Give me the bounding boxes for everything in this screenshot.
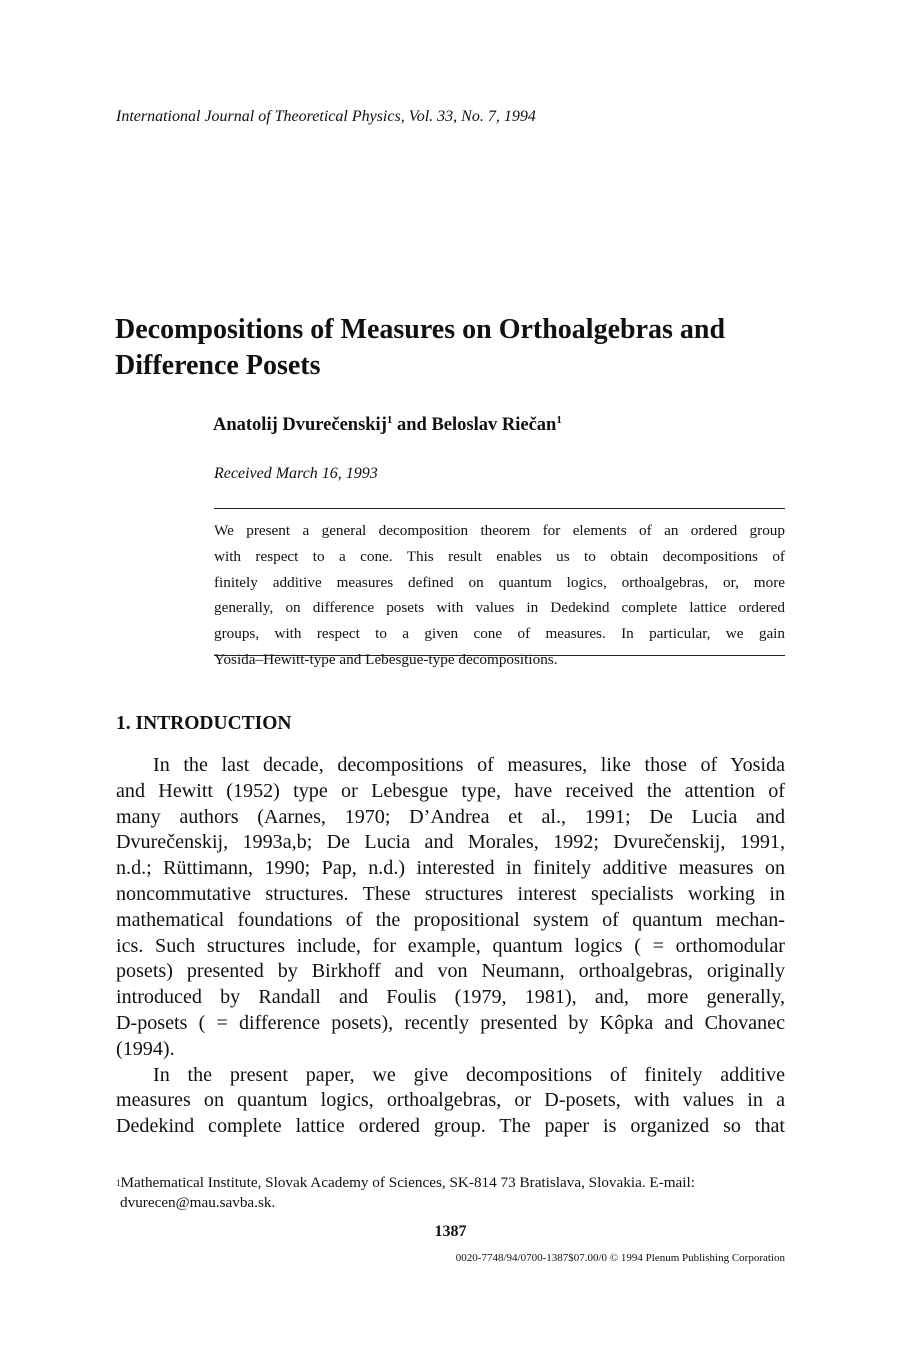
abstract-line: with respect to a cone. This result enables us to obtain decompositions of xyxy=(214,547,785,565)
abstract-bottom-rule xyxy=(214,655,785,656)
author-1: Anatolij Dvurečenskij xyxy=(213,415,387,435)
paragraph-line: mathematical foundations of the propositional system of quantum mechan- xyxy=(116,908,785,931)
paragraph-line: many authors (Aarnes, 1970; D’Andrea et al., 1991; De Lucia and xyxy=(116,805,785,828)
title-line-2: Difference Posets xyxy=(115,350,321,381)
footnote-line-1 xyxy=(116,1173,786,1193)
journal-citation: International Journal of Theoretical Physics, Vol. 33, No. 7, 1994 xyxy=(116,108,536,125)
title-line-1: Decompositions of Measures on Orthoalgebras and xyxy=(115,314,726,345)
paragraph-line: In the last decade, decompositions of measures, like those of Yosida xyxy=(153,754,785,776)
paragraph-line: ics. Such structures include, for example, quantum logics ( = orthomodular xyxy=(116,934,785,957)
paragraph-line: introduced by Randall and Foulis (1979, 1981), and, more generally, xyxy=(116,986,785,1009)
abstract-line: finitely additive measures defined on quantum logics, orthoalgebras, or, more xyxy=(214,573,785,591)
author-2: Beloslav Riečan xyxy=(431,415,557,435)
paragraph-line: In the present paper, we give decompositions of finitely additive xyxy=(153,1063,785,1086)
received-date: Received March 16, 1993 xyxy=(214,465,378,482)
paragraph-line: n.d.; Rüttimann, 1990; Pap, n.d.) interested in finitely additive measures on xyxy=(116,857,785,880)
abstract-line: Yosida–Hewitt-type and Lebesgue-type decompositions. xyxy=(214,650,558,668)
author-conjunction: and xyxy=(392,415,432,435)
author-1-footnote-mark: 1 xyxy=(386,414,393,426)
paragraph-line: (1994). xyxy=(116,1037,175,1060)
paragraph-line: Dvurečenskij, 1993a,b; De Lucia and Morales, 1992; Dvurečenskij, 1991, xyxy=(116,831,785,854)
copyright-line: 0020-7748/94/0700-1387$07.00/0 © 1994 Plenum Publishing Corporation xyxy=(455,1252,785,1264)
paragraph-line: and Hewitt (1952) type or Lebesgue type, have received the attention of xyxy=(116,779,785,802)
abstract-line: groups, with respect to a given cone of measures. In particular, we gain xyxy=(214,625,785,643)
author-2-footnote-mark: 1 xyxy=(556,414,562,426)
footnote-affiliation: Mathematical Institute, Slovak Academy of Sciences, SK-814 73 Bratislava, Slovakia. E-mail: xyxy=(120,1174,695,1191)
abstract-line: We present a general decomposition theorem for elements of an ordered group xyxy=(214,522,785,539)
body-text xyxy=(116,753,785,1140)
paragraph-line: posets) presented by Birkhoff and von Neumann, orthoalgebras, originally xyxy=(116,960,785,983)
footnote-email: dvurecen@mau.savba.sk. xyxy=(120,1194,276,1211)
paper-title xyxy=(115,312,815,384)
paragraph-line: D-posets ( = difference posets), recently presented by Kôpka and Chovanec xyxy=(116,1011,785,1034)
paragraph-line: noncommutative structures. These structures interest specialists working in xyxy=(116,882,785,905)
abstract-top-rule xyxy=(214,508,785,509)
abstract-line: generally, on difference posets with values in Dedekind complete lattice ordered xyxy=(214,599,785,617)
footnote xyxy=(116,1173,786,1213)
abstract xyxy=(214,521,785,676)
paragraph-line: measures on quantum logics, orthoalgebras, or D-posets, with values in a xyxy=(116,1089,785,1112)
authors xyxy=(213,415,562,436)
paragraph-line: Dedekind complete lattice ordered group. The paper is organized so that xyxy=(116,1115,785,1138)
page-number: 1387 xyxy=(434,1223,467,1240)
section-heading: 1. INTRODUCTION xyxy=(116,713,292,734)
footnote-mark: 1 xyxy=(116,1178,121,1188)
